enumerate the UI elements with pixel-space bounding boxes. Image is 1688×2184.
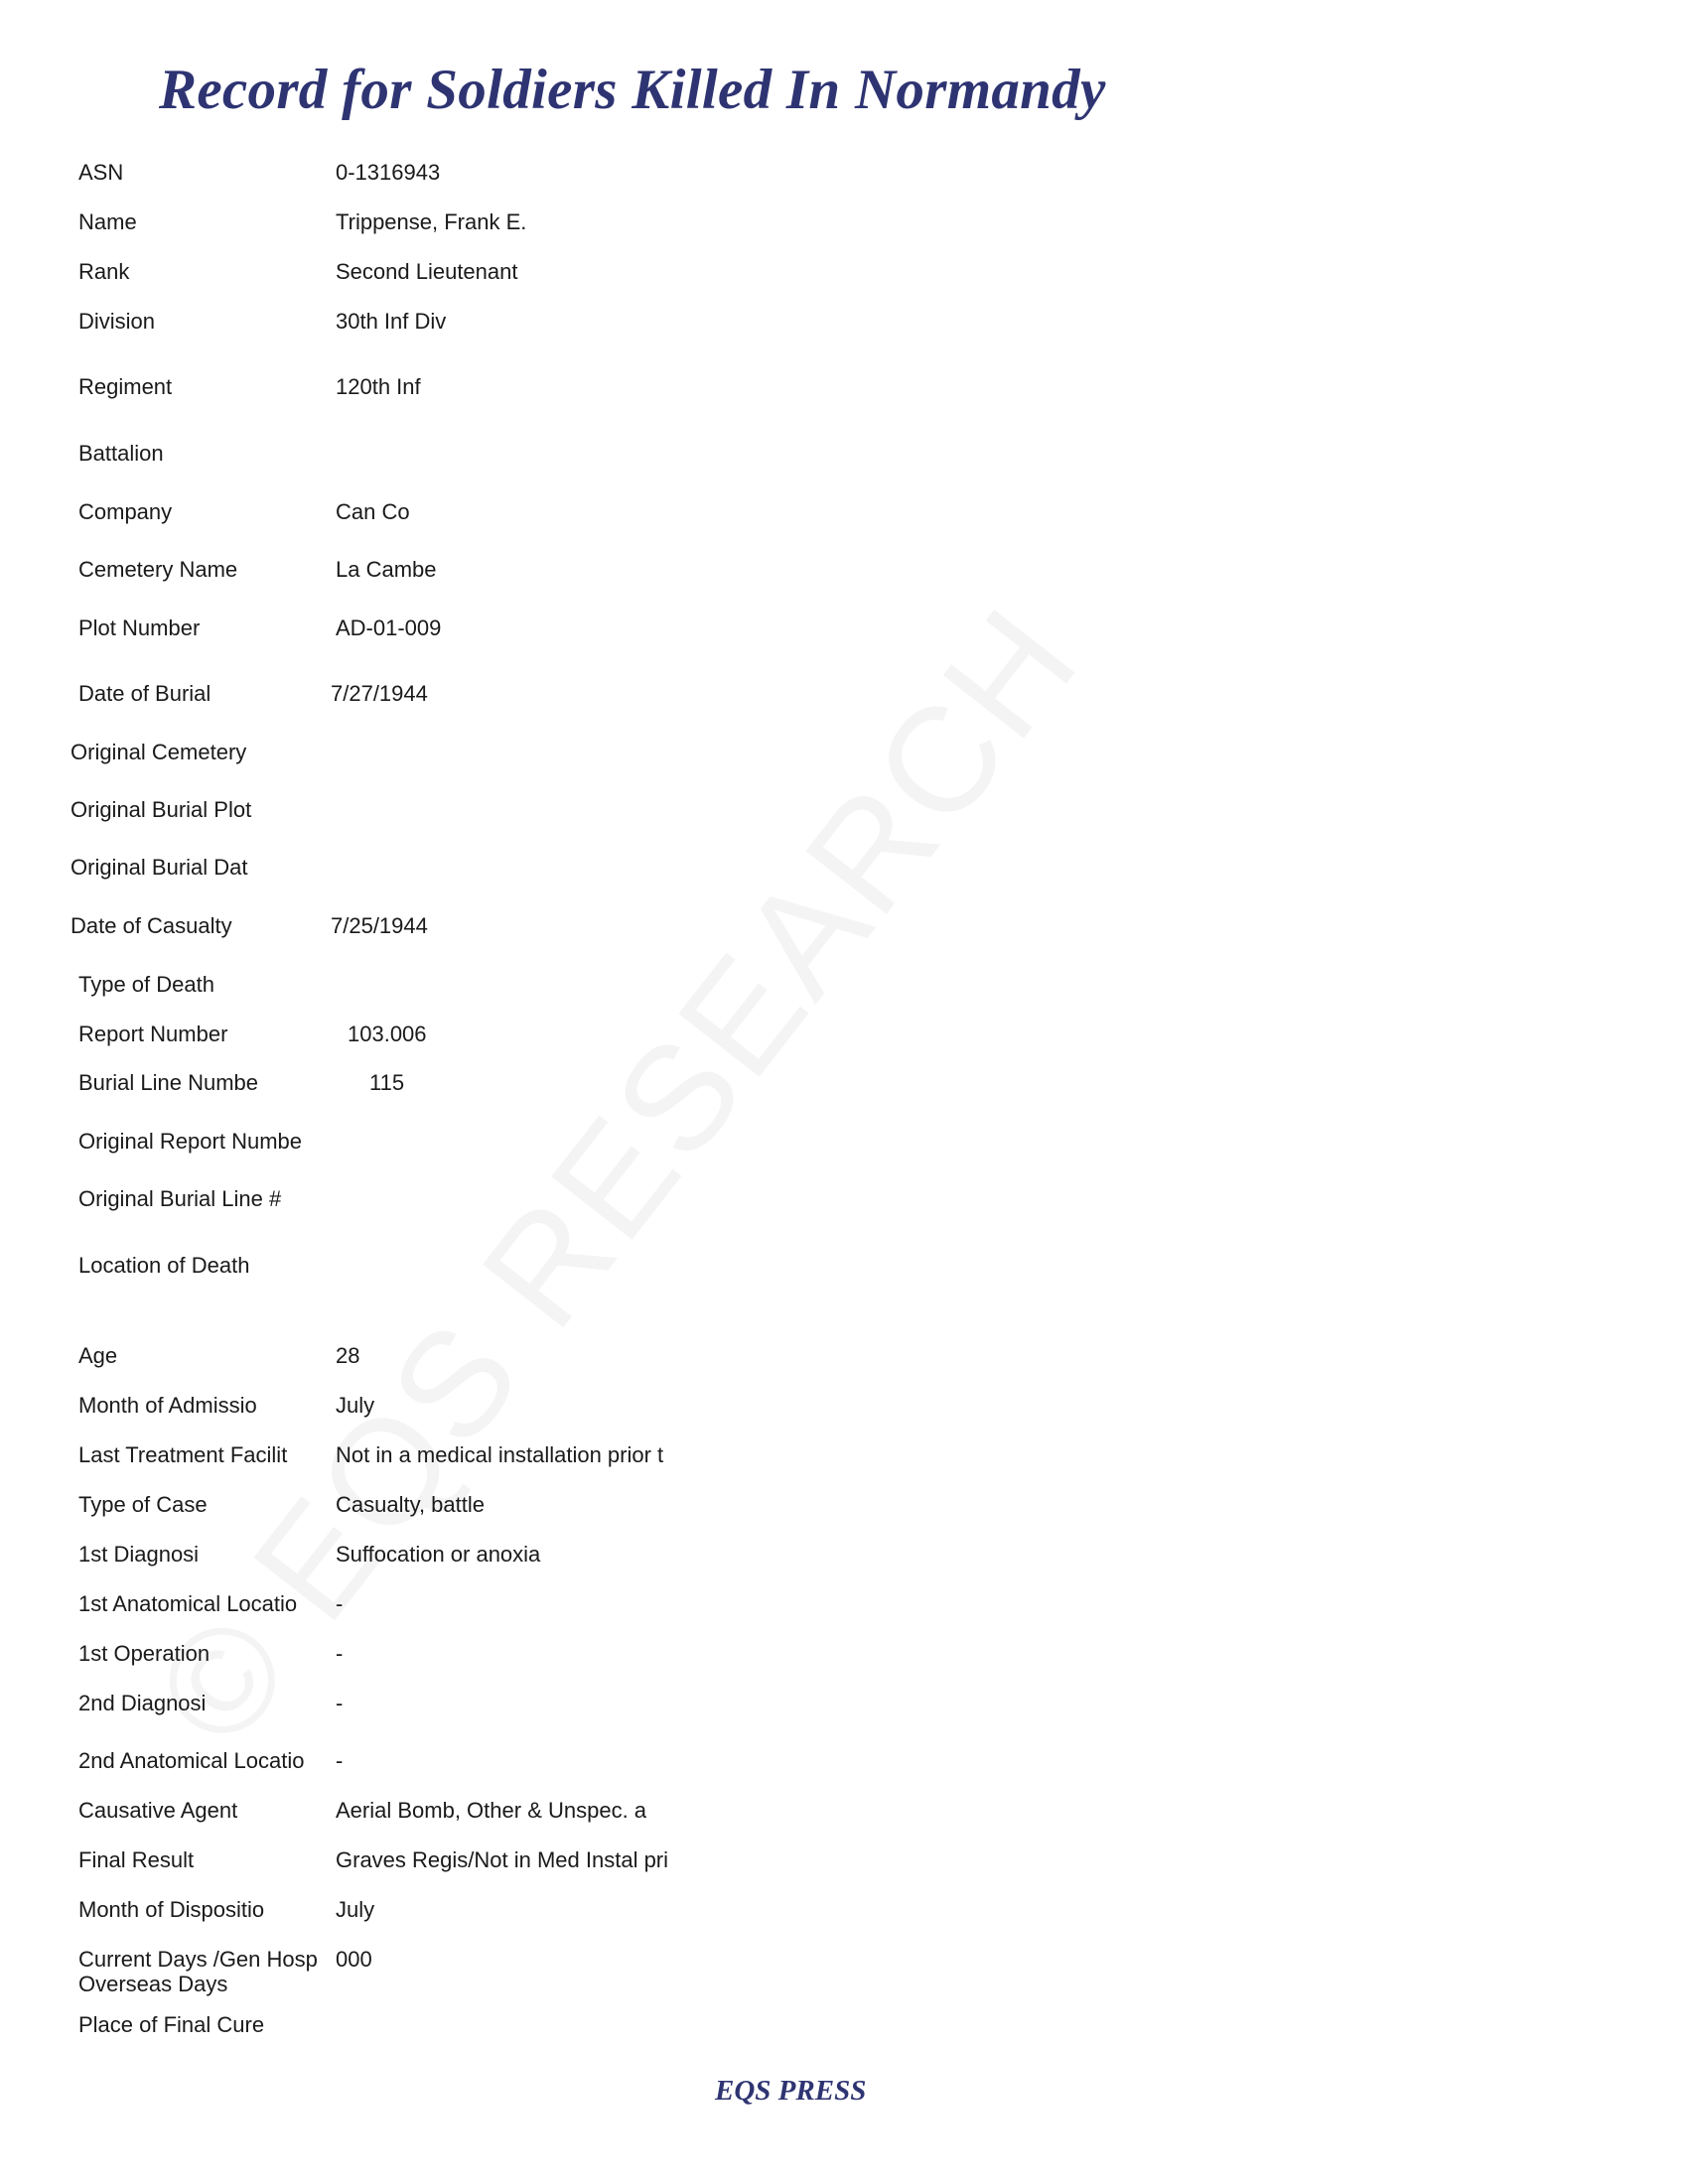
- type-of-case-value: Casualty, battle: [336, 1492, 486, 1517]
- date-of-casualty-value: 7/25/1944: [331, 913, 428, 938]
- footer-publisher: EQS PRESS: [715, 2075, 867, 2107]
- division-value: 30th Inf Div: [336, 309, 447, 334]
- date-of-burial-value: 7/27/1944: [331, 681, 428, 706]
- second-anatomical-location-value: -: [336, 1748, 344, 1773]
- cemetery-name-value: La Cambe: [336, 557, 437, 582]
- place-of-final-cure-label: Place of Final Cure: [78, 2012, 265, 2037]
- burial-line-number-value: 115: [369, 1070, 405, 1095]
- original-burial-date-label: Original Burial Dat: [70, 855, 248, 880]
- date-of-burial-label: Date of Burial: [78, 681, 211, 706]
- division-label: Division: [78, 309, 156, 334]
- month-of-admission-label: Month of Admissio: [78, 1393, 257, 1418]
- first-anatomical-location-label: 1st Anatomical Locatio: [78, 1591, 298, 1616]
- original-burial-line-label: Original Burial Line #: [78, 1186, 282, 1211]
- first-operation-value: -: [336, 1641, 344, 1666]
- original-report-number-label: Original Report Numbe: [78, 1129, 302, 1154]
- rank-value: Second Lieutenant: [336, 259, 518, 284]
- original-burial-plot-label: Original Burial Plot: [70, 797, 252, 822]
- second-anatomical-location-label: 2nd Anatomical Locatio: [78, 1748, 305, 1773]
- date-of-casualty-label: Date of Casualty: [70, 913, 232, 938]
- causative-agent-value: Aerial Bomb, Other & Unspec. a: [336, 1798, 647, 1823]
- month-of-admission-value: July: [336, 1393, 375, 1418]
- month-of-disposition-label: Month of Dispositio: [78, 1897, 265, 1922]
- original-cemetery-label: Original Cemetery: [70, 740, 247, 764]
- rank-label: Rank: [78, 259, 130, 284]
- final-result-label: Final Result: [78, 1847, 195, 1872]
- current-days-gen-hosp-value: 000: [336, 1947, 372, 1972]
- location-of-death-label: Location of Death: [78, 1253, 250, 1278]
- company-value: Can Co: [336, 499, 410, 524]
- overseas-days-label: Overseas Days: [78, 1972, 228, 1996]
- regiment-value: 120th Inf: [336, 374, 421, 399]
- asn-value: 0-1316943: [336, 160, 441, 185]
- type-of-death-label: Type of Death: [78, 972, 214, 997]
- plot-number-label: Plot Number: [78, 615, 201, 640]
- last-treatment-facility-label: Last Treatment Facilit: [78, 1442, 288, 1467]
- report-number-value: 103.006: [348, 1022, 427, 1046]
- page-title: Record for Soldiers Killed In Normandy: [159, 59, 1106, 121]
- first-operation-label: 1st Operation: [78, 1641, 211, 1666]
- first-anatomical-location-value: -: [336, 1591, 344, 1616]
- month-of-disposition-value: July: [336, 1897, 375, 1922]
- first-diagnosis-label: 1st Diagnosi: [78, 1542, 200, 1567]
- plot-number-value: AD-01-009: [336, 615, 442, 640]
- battalion-label: Battalion: [78, 441, 164, 466]
- causative-agent-label: Causative Agent: [78, 1798, 238, 1823]
- name-value: Trippense, Frank E.: [336, 209, 527, 234]
- age-value: 28: [336, 1343, 360, 1368]
- second-diagnosis-value: -: [336, 1691, 344, 1715]
- name-label: Name: [78, 209, 137, 234]
- report-number-label: Report Number: [78, 1022, 228, 1046]
- burial-line-number-label: Burial Line Numbe: [78, 1070, 258, 1095]
- final-result-value: Graves Regis/Not in Med Instal pri: [336, 1847, 669, 1872]
- current-days-gen-hosp-label: Current Days /Gen Hosp: [78, 1947, 318, 1972]
- cemetery-name-label: Cemetery Name: [78, 557, 238, 582]
- type-of-case-label: Type of Case: [78, 1492, 208, 1517]
- last-treatment-facility-value: Not in a medical installation prior t: [336, 1442, 664, 1467]
- age-label: Age: [78, 1343, 118, 1368]
- first-diagnosis-value: Suffocation or anoxia: [336, 1542, 541, 1567]
- asn-label: ASN: [78, 160, 124, 185]
- regiment-label: Regiment: [78, 374, 173, 399]
- company-label: Company: [78, 499, 173, 524]
- second-diagnosis-label: 2nd Diagnosi: [78, 1691, 207, 1715]
